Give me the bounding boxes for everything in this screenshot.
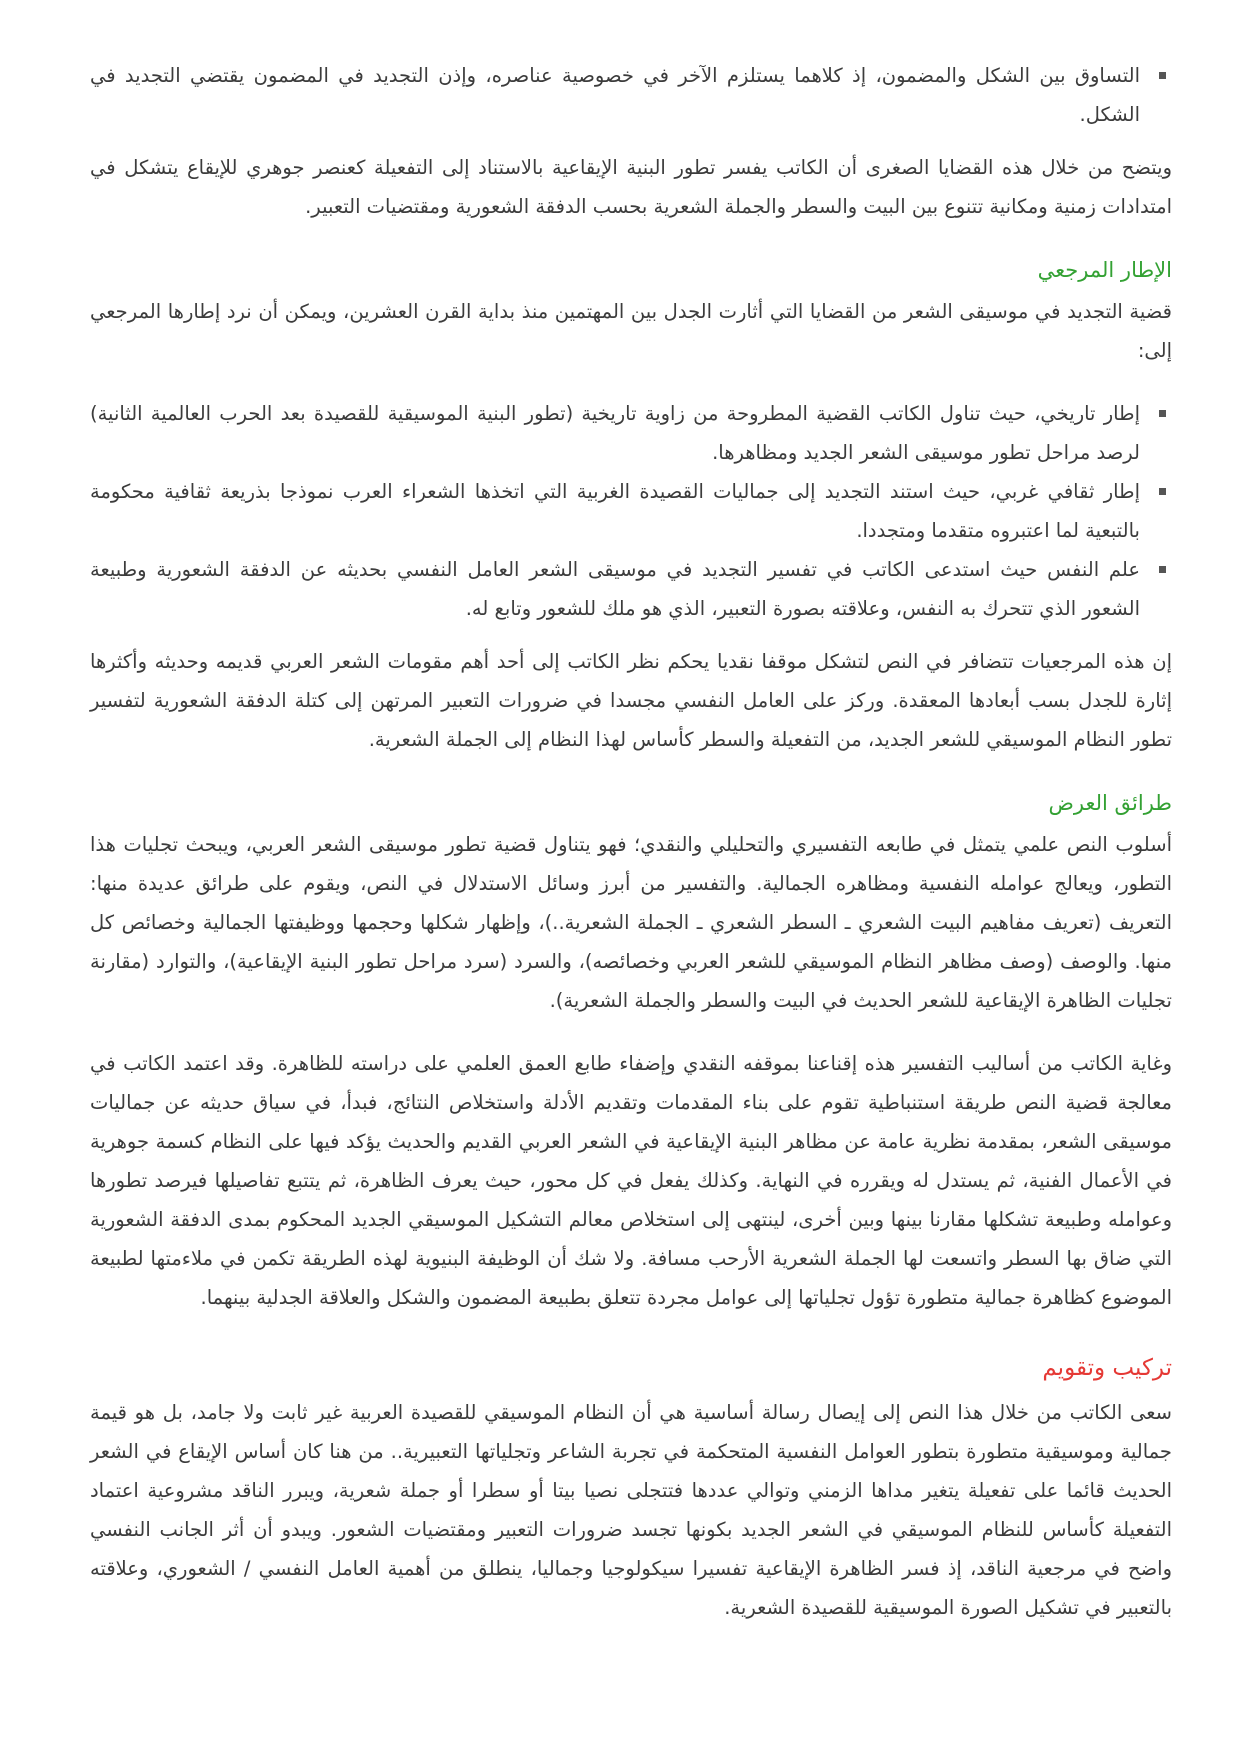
paragraph-reference-intro: قضية التجديد في موسيقى الشعر من القضايا التي أثارت الجدل بين المهتمين منذ بداية القرن العشرين، ويمكن أن نرد إطارها المرجعي إلى: bbox=[90, 300, 1172, 362]
paragraph-synthesis: سعى الكاتب من خلال هذا النص إلى إيصال رسالة أساسية هي أن النظام الموسيقي للقصيدة العربية غير ثابت ولا جامد، بل هو قيمة جمالية وموسيقية متطورة بتطور العوامل النفسية المتحكمة في تجربة الشاعر وتجلياتها التعبيرية.. من هنا كان أساس الإيقاع في الشعر الحديث قائما على تفعيلة يتغير مداها الزمني وتوالي عددها فتتجلى نصيا بيتا أو سطرا أو جملة شعرية، ويبرر الناقد مشروعية اعتماد التفعيلة كأساس للنظام الموسيقي في الشعر الجديد بكونها تجسد ضرورات التعبير ومقتضيات الشعور. ويبدو أن أثر الجانب النفسي واضح في مرجعية الناقد، إذ فسر الظاهرة الإيقاعية تفسيرا سيكولوجيا وجماليا، ينطلق من أهمية العامل النفسي / الشعوري، وعلاقته بالتعبير في تشكيل الصورة الموسيقية للقصيدة الشعرية. bbox=[90, 1401, 1172, 1619]
heading-reference-frame: الإطار المرجعي bbox=[1037, 258, 1172, 282]
paragraph-reference-conclusion: إن هذه المرجعيات تتضافر في النص لتشكل موقفا نقديا يحكم نظر الكاتب إلى أحد أهم مقومات الشعر العربي قديمه وحديثه وأكثرها إثارة للجدل بسب أبعادها المعقدة. وركز على العامل النفسي مجسدا في ضرورات التعبير المرتهن إلى كتلة الدفقة الشعورية لتفسير تطور النظام الموسيقي للشعر الجديد، من التفعيلة والسطر كأساس لهذا النظام إلى الجملة الشعرية. bbox=[90, 650, 1172, 751]
paragraph-methods-1: أسلوب النص علمي يتمثل في طابعه التفسيري والتحليلي والنقدي؛ فهو يتناول قضية تطور موسيقى الشعر العربي، ويبحث تجليات هذا التطور، ويعالج عوامله النفسية ومظاهره الجمالية. والتفسير من أبرز وسائل الاستدلال في النص، ويقوم على طرائق عديدة منها: التعريف (تعريف مفاهيم البيت الشعري ـ السطر الشعري ـ الجملة الشعرية..)، وإظهار شكلها وحجمها ووظيفتها الجمالية وخصائص كل منها. والوصف (وصف مظاهر النظام الموسيقي للشعر العربي وخصائصه)، والسرد (سرد مراحل تطور البنية الإيقاعية)، والتوارد (مقارنة تجليات الظاهرة الإيقاعية للشعر الحديث في البيت والسطر والجملة الشعرية). bbox=[90, 833, 1172, 1012]
paragraph-methods-2: وغاية الكاتب من أساليب التفسير هذه إقناعنا بموقفه النقدي وإضفاء طابع العمق العلمي على دراسته للظاهرة. وقد اعتمد الكاتب في معالجة قضية النص طريقة استنباطية تقوم على بناء المقدمات وتقديم الأدلة واستخلاص النتائج، فبدأ، في سياق حديثه عن جماليات موسيقى الشعر، بمقدمة نظرية عامة عن مظاهر البنية الإيقاعية في الشعر العربي القديم والحديث يؤكد فيها على النظام كسمة جوهرية في الأعمال الفنية، ثم يستدل له ويقرره في النهاية. وكذلك يفعل في كل محور، حيث يعرف الظاهرة، ثم يتتبع تفاصيلها فيرصد تطورها وعوامله وطبيعة تشكلها مقارنا بينها وبين أخرى، لينتهى إلى استخلاص معالم التشكيل الموسيقي الجديد المحكوم بمدى الدفقة الشعورية التي ضاق بها السطر واتسعت لها الجملة الشعرية الأرحب مسافة. ولا شك أن الوظيفة البنيوية لهذه الطريقة تكمن في ملاءمتها لطبيعة الموضوع كظاهرة جمالية متطورة تؤول تجلياتها إلى عوامل مجردة تتعلق بطبيعة المضمون والشكل والعلاقة الجدلية بينهما. bbox=[90, 1052, 1172, 1309]
list-item: إطار تاريخي، حيث تناول الكاتب القضية المطروحة من زاوية تاريخية (تطور البنية الموسيقية للقصيدة بعد الحرب العالمية الثانية) لرصد مراحل تطور موسيقى الشعر الجديد ومظاهرها. bbox=[90, 394, 1140, 472]
list-item: إطار ثقافي غربي، حيث استند التجديد إلى جماليات القصيدة الغربية التي اتخذها الشعراء العرب نموذجا بذريعة ثقافية محكومة بالتبعية لما اعتبروه متقدما ومتجددا. bbox=[90, 472, 1140, 550]
top-bullet-list bbox=[90, 56, 1172, 134]
paragraph-summary: ويتضح من خلال هذه القضايا الصغرى أن الكاتب يفسر تطور البنية الإيقاعية بالاستناد إلى التفعيلة كعنصر جوهري للإيقاع يتشكل في امتدادات زمنية ومكانية تتنوع بين البيت والسطر والجملة الشعرية بحسب الدفقة الشعورية ومقتضيات التعبير. bbox=[90, 156, 1172, 218]
reference-bullet-list bbox=[90, 394, 1172, 628]
heading-synthesis: تركيب وتقويم bbox=[1042, 1355, 1172, 1381]
heading-methods: طرائق العرض bbox=[1048, 791, 1172, 815]
list-item: علم النفس حيث استدعى الكاتب في تفسير التجديد في موسيقى الشعر العامل النفسي بحديثه عن الدفقة الشعورية وطبيعة الشعور الذي تتحرك به النفس، وعلاقته بصورة التعبير، الذي هو ملك للشعور وتابع له. bbox=[90, 550, 1140, 628]
list-item: التساوق بين الشكل والمضمون، إذ كلاهما يستلزم الآخر في خصوصية عناصره، وإذن التجديد في المضمون يقتضي التجديد في الشكل. bbox=[90, 56, 1140, 134]
